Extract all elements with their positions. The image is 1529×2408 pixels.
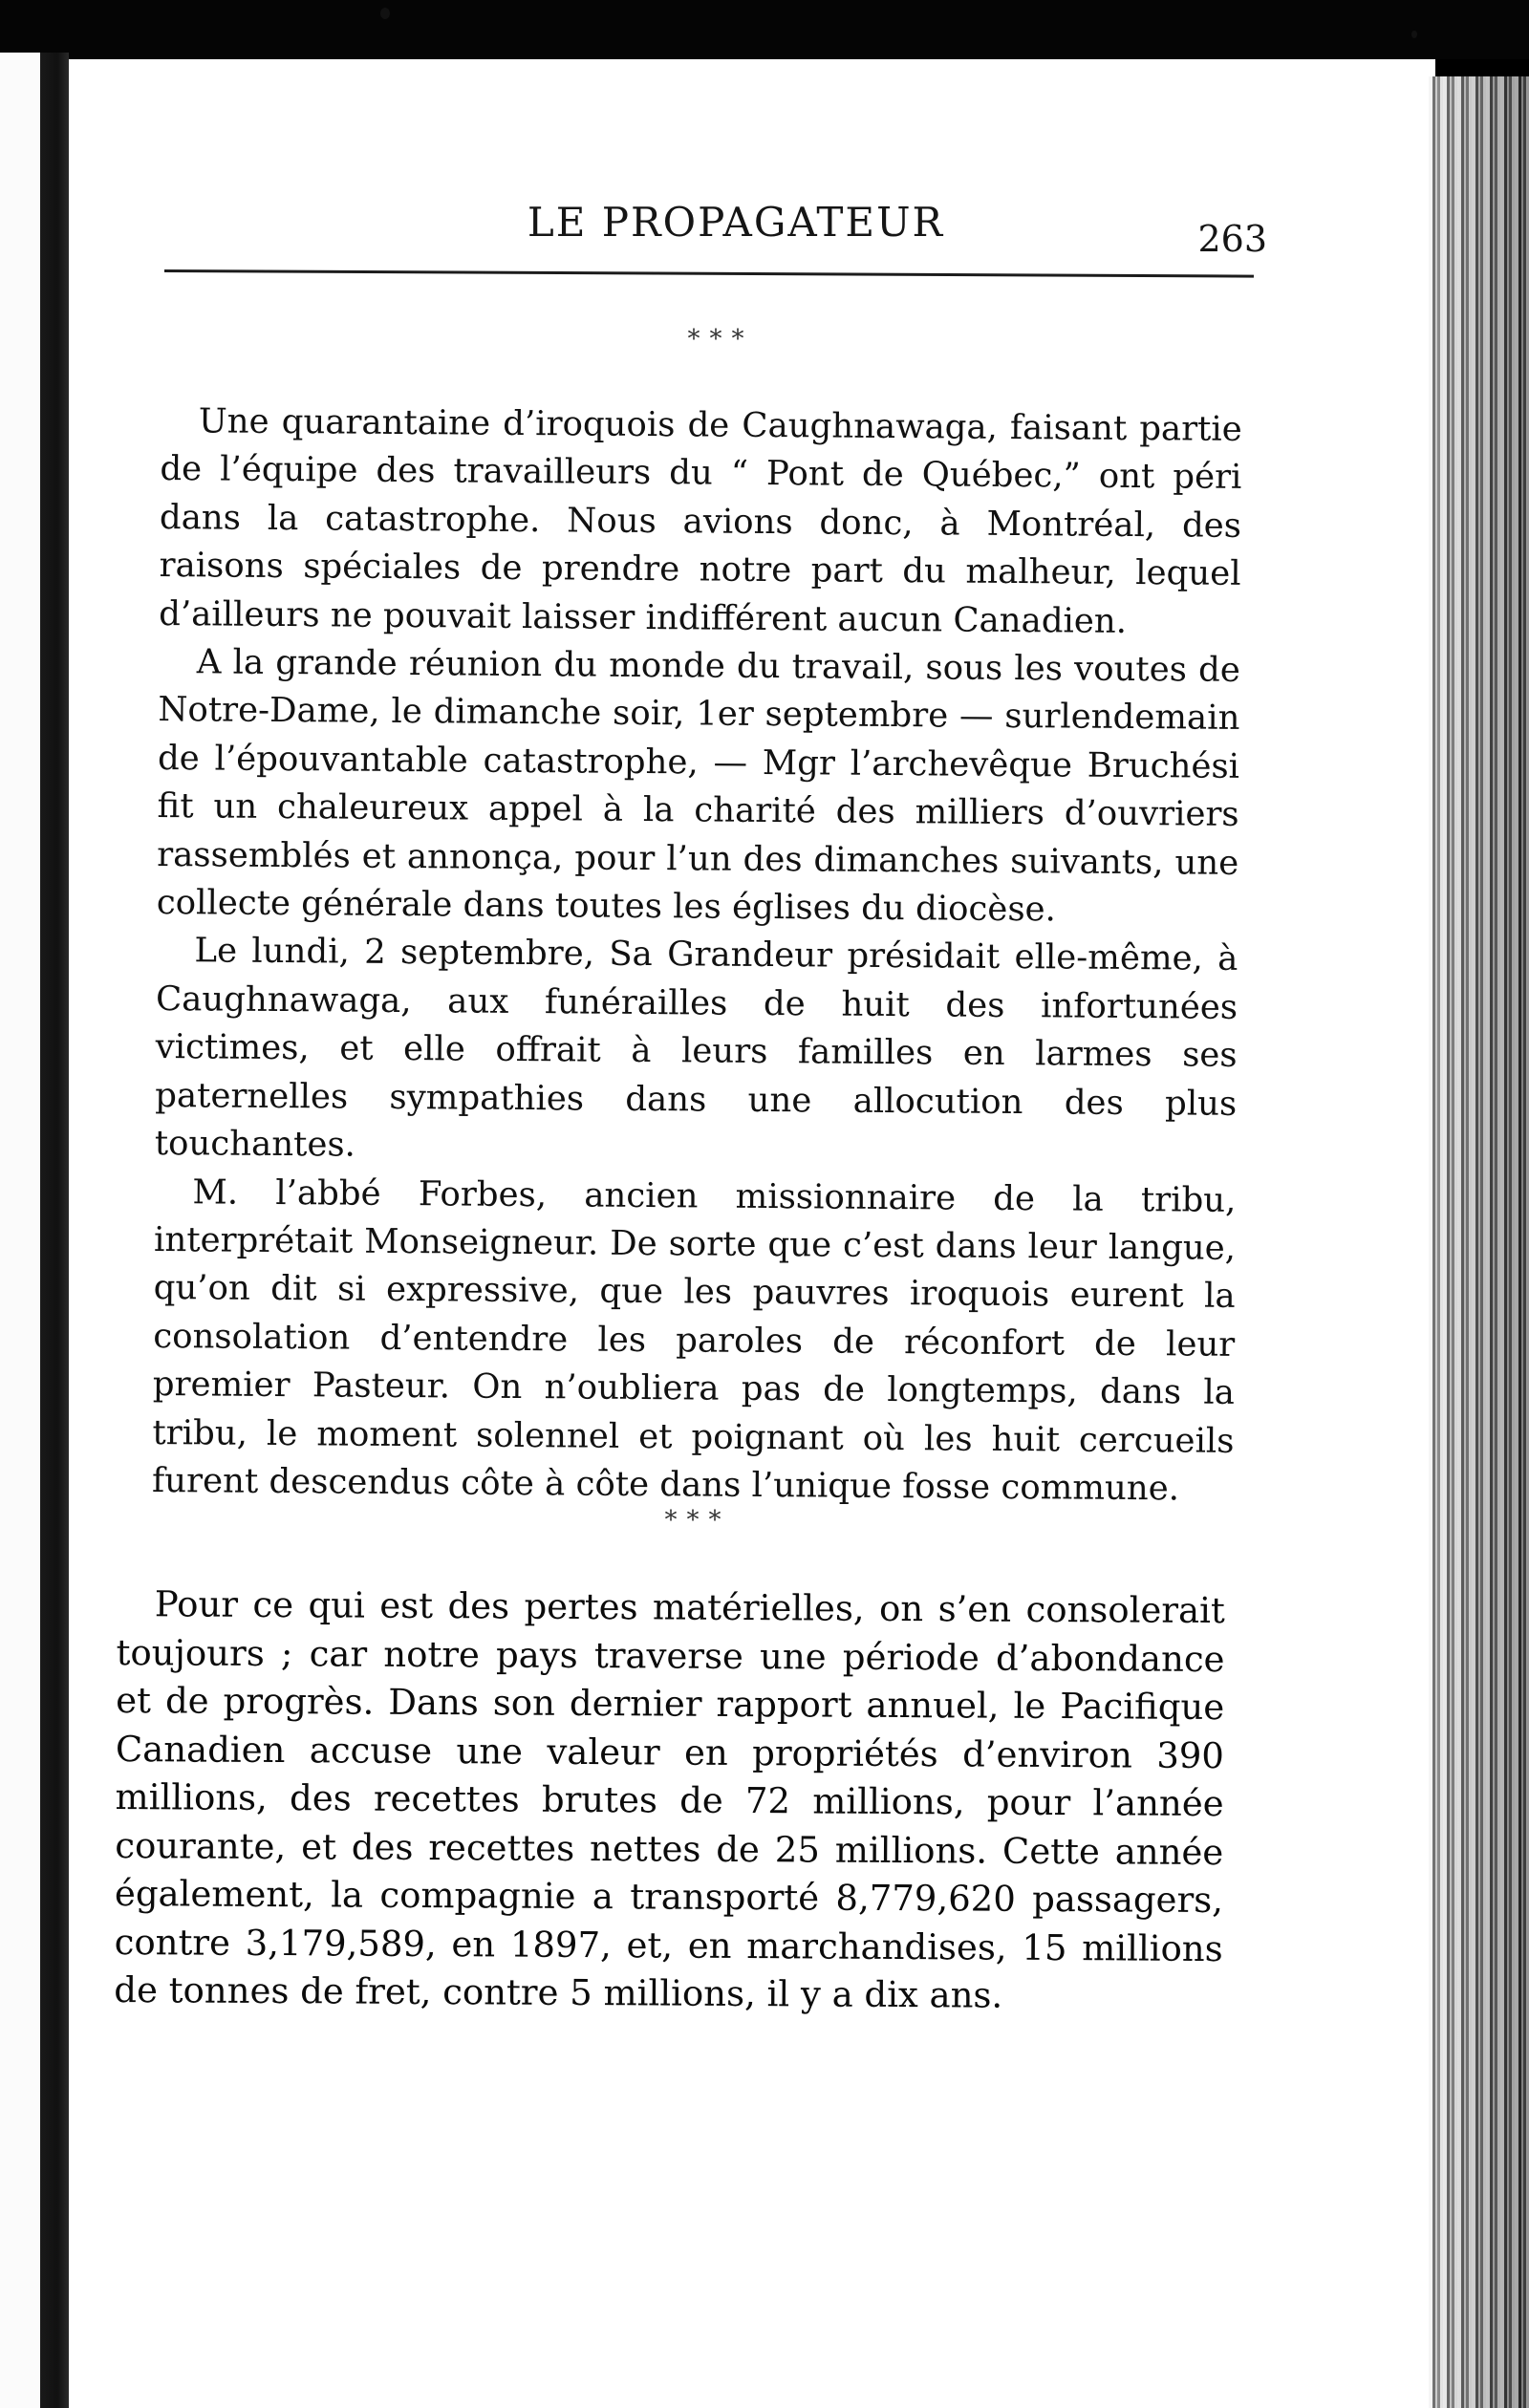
paragraph: Pour ce qui est des pertes matérielles, on s’en consolerait toujours ; car notre pays traverse une période d’abondance et de progrès. Dans son dernier rapport annuel, le Pacifique Canadien accuse une valeur en propriétés d’environ 390 millions, des recettes brutes de 72 millions, pour l’année courante, et des recettes nettes de 25 millions. Cette année également, la compagnie a transporté 8,779,620 passagers, contre 3,179,589, en 1897, et, en marchandises, 15 millions de tonnes de fret, contre 5 millions, il y a dix ans. (114, 1583, 1225, 2016)
paragraph: Le lundi, 2 septembre, Sa Grandeur présidait elle-même, à Caughnawaga, aux funérailles de huit des infortunées victimes, et elle offrait à leurs familles en larmes ses paternelles sympathies dans une allocution des plus touchantes. (154, 931, 1238, 1165)
section-ornament: *** (664, 1506, 731, 1535)
scan-background (0, 0, 1529, 59)
book-spine-shadow (40, 53, 69, 2408)
dust-speck (380, 8, 390, 19)
article-section-2 (114, 1580, 1225, 2022)
paragraph: A la grande réunion du monde du travail, sous les voutes de Notre-Dame, le dimanche soir, 1er septembre — surlendemain de l’épouvantable catastrophe, — Mgr l’archevêque Bruchési fit un chaleureux appel à la charité des milliers d’ouvriers rassemblés et annonça, pour l’un des dimanches suivants, une collecte générale dans toutes les églises du diocèse. (156, 642, 1240, 930)
facing-page-edge (0, 53, 40, 2408)
page-number: 263 (1197, 218, 1267, 260)
paragraph: Une quarantaine d’iroquois de Caughnawaga, faisant partie de l’équipe des travailleurs du “ Pont de Québec,” ont péri dans la catastrophe. Nous avions donc, à Montréal, des raisons spéciales de prendre notre part du malheur, lequel d’ailleurs ne pouvait laisser indifférent aucun Canadien. (159, 401, 1242, 641)
paragraph: M. l’abbé Forbes, ancien missionnaire de la tribu, interprétait Monseigneur. De sorte que c’est dans leur langue, qu’on dit si expressive, que les pauvres iroquois eurent la consolation d’entendre les paroles de réconfort de leur premier Pasteur. On n’oubliera pas de longtemps, dans la tribu, le moment solennel et poignant où les huit cercueils furent descendus côte à côte dans l’unique fosse commune. (151, 1172, 1237, 1509)
article-section-1 (152, 398, 1242, 1514)
section-ornament: *** (687, 325, 754, 354)
page-stack-edge (1429, 76, 1529, 2408)
dust-speck (1411, 31, 1417, 38)
running-head: LE PROPAGATEUR (527, 199, 945, 246)
